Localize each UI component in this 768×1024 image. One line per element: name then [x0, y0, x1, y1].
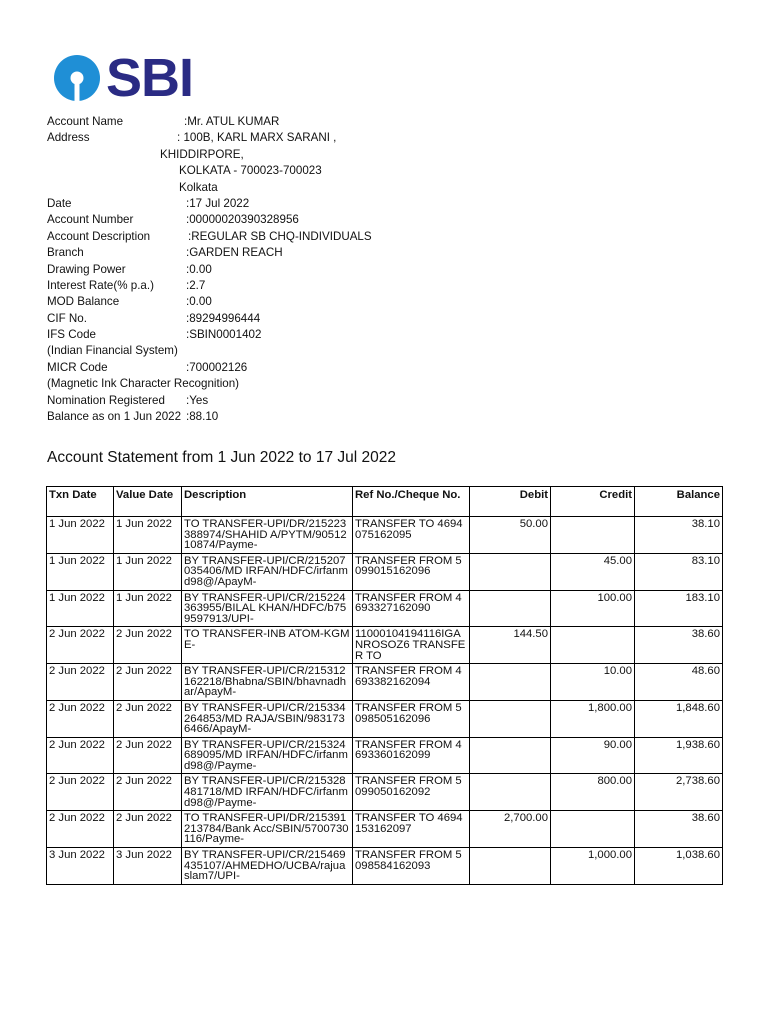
address-line-1: : 100B, KARL MARX SARANI ,: [177, 131, 337, 145]
address-label: Address: [47, 131, 90, 145]
debit-cell: [470, 664, 551, 701]
ifs-code-label: IFS Code: [47, 328, 96, 342]
opening-balance-value: :88.10: [186, 410, 219, 424]
balance-cell: 183.10: [635, 590, 723, 627]
branch-value: :GARDEN REACH: [186, 246, 283, 260]
txn-date-cell: 2 Jun 2022: [47, 627, 114, 664]
balance-cell: 1,038.60: [635, 848, 723, 885]
ifs-code-value: :SBIN0001402: [186, 328, 262, 342]
table-row: [47, 700, 723, 737]
header-balance: Balance: [635, 487, 723, 517]
debit-cell: 144.50: [470, 627, 551, 664]
account-name-value: :Mr. ATUL KUMAR: [184, 115, 280, 128]
balance-cell: 38.60: [635, 811, 723, 848]
credit-cell: 10.00: [551, 664, 635, 701]
header-txn-date: Txn Date: [47, 487, 114, 517]
value-date-cell: 2 Jun 2022: [114, 811, 182, 848]
mod-balance-label: MOD Balance: [47, 295, 120, 309]
header-value-date: Value Date: [114, 487, 182, 517]
value-date-cell: 3 Jun 2022: [114, 848, 182, 885]
value-date-cell: 2 Jun 2022: [114, 737, 182, 774]
txn-date-cell: 2 Jun 2022: [47, 664, 114, 701]
drawing-power-value: :0.00: [186, 262, 212, 276]
txn-date-cell: 2 Jun 2022: [47, 737, 114, 774]
ref-no-cell: TRANSFER TO 4694153162097: [353, 811, 470, 848]
description-cell: BY TRANSFER-UPI/CR/215334264853/MD RAJA/SBIN/9831736466/ApayM-: [182, 700, 353, 737]
debit-cell: [470, 848, 551, 885]
debit-cell: [470, 737, 551, 774]
txn-date-cell: 2 Jun 2022: [47, 774, 114, 811]
account-name-label: Account Name: [47, 115, 124, 128]
table-row: [47, 848, 723, 885]
drawing-power-label: Drawing Power: [47, 262, 126, 276]
nomination-value: :Yes: [186, 393, 209, 407]
statement-title: Account Statement from 1 Jun 2022 to 17 Jul 2022: [47, 449, 396, 466]
balance-cell: 1,848.60: [635, 700, 723, 737]
credit-cell: 100.00: [551, 590, 635, 627]
credit-cell: 800.00: [551, 774, 635, 811]
branch-label: Branch: [47, 246, 84, 260]
txn-date-cell: 1 Jun 2022: [47, 517, 114, 554]
ref-no-cell: TRANSFER FROM 5098505162096: [353, 700, 470, 737]
credit-cell: 1,800.00: [551, 700, 635, 737]
header-ref-no: Ref No./Cheque No.: [353, 487, 470, 517]
value-date-cell: 1 Jun 2022: [114, 590, 182, 627]
interest-rate-label: Interest Rate(% p.a.): [47, 278, 154, 292]
account-number-value: :00000020390328956: [186, 213, 299, 227]
mod-balance-value: :0.00: [186, 295, 212, 309]
description-cell: BY TRANSFER-UPI/CR/215328481718/MD IRFAN/HDFC/irfanmd98@/Payme-: [182, 774, 353, 811]
debit-cell: [470, 590, 551, 627]
balance-cell: 2,738.60: [635, 774, 723, 811]
table-row: [47, 774, 723, 811]
credit-cell: 1,000.00: [551, 848, 635, 885]
table-row: [47, 590, 723, 627]
credit-cell: 90.00: [551, 737, 635, 774]
sbi-logo-text: SBI: [106, 48, 194, 108]
table-row: [47, 627, 723, 664]
micr-note: (Magnetic Ink Character Recognition): [47, 377, 240, 391]
header-description: Description: [182, 487, 353, 517]
ref-no-cell: TRANSFER FROM 4693327162090: [353, 590, 470, 627]
header-credit: Credit: [551, 487, 635, 517]
description-cell: BY TRANSFER-UPI/CR/215469435107/AHMEDHO/UCBA/rajuaslam7/UPI-: [182, 848, 353, 885]
nomination-label: Nomination Registered: [47, 393, 165, 407]
credit-cell: [551, 517, 635, 554]
debit-cell: [470, 553, 551, 590]
value-date-cell: 2 Jun 2022: [114, 664, 182, 701]
ref-no-cell: TRANSFER FROM 5098584162093: [353, 848, 470, 885]
ifs-note: (Indian Financial System): [47, 344, 178, 358]
credit-cell: [551, 811, 635, 848]
txn-date-cell: 1 Jun 2022: [47, 553, 114, 590]
value-date-cell: 1 Jun 2022: [114, 517, 182, 554]
date-value: :17 Jul 2022: [186, 196, 250, 210]
opening-balance-label: Balance as on 1 Jun 2022: [47, 410, 182, 424]
description-cell: BY TRANSFER-UPI/CR/215312162218/Bhabna/SBIN/bhavnadhar/ApayM-: [182, 664, 353, 701]
table-header-row: [47, 487, 723, 517]
value-date-cell: 1 Jun 2022: [114, 553, 182, 590]
table-row: [47, 737, 723, 774]
value-date-cell: 2 Jun 2022: [114, 627, 182, 664]
date-label: Date: [47, 196, 72, 210]
ref-no-cell: TRANSFER FROM 4693382162094: [353, 664, 470, 701]
table-row: [47, 811, 723, 848]
micr-code-label: MICR Code: [47, 360, 108, 374]
balance-cell: 38.60: [635, 627, 723, 664]
cif-value: :89294996444: [186, 311, 261, 325]
description-cell: BY TRANSFER-UPI/CR/215224363955/BILAL KHAN/HDFC/b759597913/UPI-: [182, 590, 353, 627]
credit-cell: 45.00: [551, 553, 635, 590]
txn-date-cell: 1 Jun 2022: [47, 590, 114, 627]
description-cell: BY TRANSFER-UPI/CR/215324689095/MD IRFAN/HDFC/irfanmd98@/Payme-: [182, 737, 353, 774]
balance-cell: 48.60: [635, 664, 723, 701]
debit-cell: [470, 700, 551, 737]
value-date-cell: 2 Jun 2022: [114, 774, 182, 811]
address-line-2: KHIDDIRPORE,: [160, 147, 244, 161]
interest-rate-value: :2.7: [186, 278, 206, 292]
debit-cell: [470, 774, 551, 811]
ref-no-cell: TRANSFER FROM 5099015162096: [353, 553, 470, 590]
account-description-value: :REGULAR SB CHQ-INDIVIDUALS: [188, 229, 372, 243]
ref-no-cell: 11000104194116IGANROSOZ6 TRANSFER TO: [353, 627, 470, 664]
sbi-keyhole-icon: [54, 55, 100, 101]
ref-no-cell: TRANSFER FROM 5099050162092: [353, 774, 470, 811]
description-cell: TO TRANSFER-INB ATOM-KGME-: [182, 627, 353, 664]
sbi-logo: [54, 48, 194, 108]
debit-cell: 2,700.00: [470, 811, 551, 848]
txn-date-cell: 2 Jun 2022: [47, 700, 114, 737]
account-description-label: Account Description: [47, 229, 151, 243]
description-cell: TO TRANSFER-UPI/DR/215223388974/SHAHID A/PYTM/9051210874/Payme-: [182, 517, 353, 554]
balance-cell: 1,938.60: [635, 737, 723, 774]
txn-date-cell: 2 Jun 2022: [47, 811, 114, 848]
table-row: [47, 517, 723, 554]
txn-date-cell: 3 Jun 2022: [47, 848, 114, 885]
cif-label: CIF No.: [47, 311, 87, 325]
description-cell: BY TRANSFER-UPI/CR/215207035406/MD IRFAN/HDFC/irfanmd98@/ApayM-: [182, 553, 353, 590]
table-row: [47, 553, 723, 590]
address-line-3: KOLKATA - 700023-700023: [179, 164, 322, 178]
transactions-body: [47, 517, 723, 885]
micr-code-value: :700002126: [186, 360, 248, 374]
ref-no-cell: TRANSFER TO 4694075162095: [353, 517, 470, 554]
balance-cell: 38.10: [635, 517, 723, 554]
value-date-cell: 2 Jun 2022: [114, 700, 182, 737]
credit-cell: [551, 627, 635, 664]
address-line-4: Kolkata: [179, 180, 218, 194]
debit-cell: 50.00: [470, 517, 551, 554]
description-cell: TO TRANSFER-UPI/DR/215391213784/Bank Acc/SBIN/5700730116/Payme-: [182, 811, 353, 848]
balance-cell: 83.10: [635, 553, 723, 590]
ref-no-cell: TRANSFER FROM 4693360162099: [353, 737, 470, 774]
header-debit: Debit: [470, 487, 551, 517]
account-number-label: Account Number: [47, 213, 134, 227]
table-row: [47, 664, 723, 701]
transactions-table: [46, 486, 723, 885]
